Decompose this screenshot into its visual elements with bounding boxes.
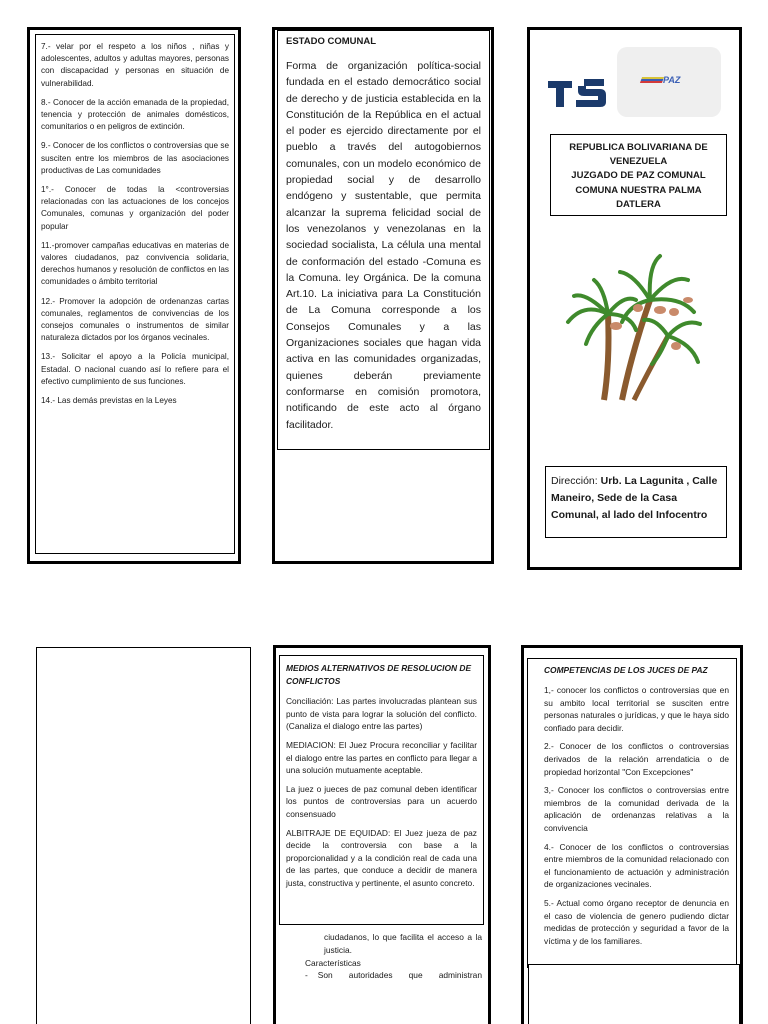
list-item: 14.- Las demás previstas en la Leyes: [41, 396, 177, 406]
panel-medios-alternativos: [273, 645, 491, 1024]
competencias-paragraph: 2.- Conocer de los conflictos o controversias derivados de la relación arrendaticia o de propiedad horizontal "Con Excepciones": [544, 741, 729, 777]
overflow-line: Características: [305, 957, 361, 968]
cover-title-line: COMUNA NUESTRA PALMA: [575, 184, 702, 196]
tsj-logo-icon: [548, 75, 612, 111]
panel-competencias: [521, 645, 743, 1024]
medios-paragraph: ALBITRAJE DE EQUIDAD: El Juez jueza de paz decide la controversia con base a la proporcionalidad y a la condición real de cada una de las partes, que conduce a decidir de manera justa, constructiva y pertinente, el asunto concreto.: [286, 827, 477, 888]
estado-comunal-box: [277, 30, 490, 450]
competencias-paragraph: 5.- Actual como órgano receptor de denuncia en el caso de violencia de genero pudiendo dictar medidas de protección y seguridad a favor de la víctima y de los familiares.: [544, 897, 729, 946]
competencias-paragraph: 4.- Conocer de los conflictos o controversias entre miembros de la comunidad relacionado con el funcionamiento de actuación y administración de organizaciones vecinales.: [544, 841, 729, 890]
address-label: Dirección:: [551, 475, 601, 487]
cover-title-line: DATLERA: [616, 198, 661, 210]
cover-title-line: VENEZUELA: [609, 156, 668, 168]
palm-trees-icon: [564, 252, 704, 402]
competencias-title: COMPETENCIAS DE LOS JUCES DE PAZ: [544, 665, 708, 675]
panel-cover: [527, 27, 742, 570]
overflow-dash: -: [305, 970, 308, 981]
panel-empty: [36, 647, 251, 1024]
medios-paragraph: Conciliación: Las partes involucradas plantean sus punto de vista para lograr la solución del conflicto. (Canaliza el dialogo entre las partes): [286, 696, 477, 732]
overflow-line: [302, 969, 482, 982]
overflow-text: [302, 931, 482, 982]
competencias-paragraph: 3,- Conocer los conflictos o controversias entre miembros de la comunidad derivada de la aplicación de ordenanzas relativas a la convivencia: [544, 785, 729, 833]
list-item: 12.- Promover la adopción de ordenanzas cartas comunales, reglamentos de convivencias de los consejos comunales o instrumentos de similar naturaleza dictados por los órganos vecinales.: [41, 296, 229, 343]
medios-alternativos-title: MEDIOS ALTERNATIVOS DE RESOLUCION DE CONFLICTOS: [286, 663, 472, 686]
list-item: 9.- Conocer de los conflictos o controversias que se susciten entre los miembros de las asociaciones productivas de Las comunidades: [41, 141, 229, 175]
cover-title-box: [550, 134, 727, 216]
paz-logo: [617, 47, 721, 117]
estado-comunal-title: ESTADO COMUNAL: [286, 36, 377, 47]
competencias-box: [527, 658, 737, 968]
paz-logo-text: PAZ: [663, 75, 681, 85]
estado-comunal-body: Forma de organización política-social fundada en el estado democrático social de derecho y de justicia establecida en la Constitución de la República en el actual el poder es ejercido directamente por el pueblo a través del autogobiernos comunales, con un modelo económico de propiedad social y de desarrollo endógeno y sustentable, que permita alcanzar la suprema felicidad social de los venezolanos y venezolanas en la sociedad socialista, La célula una mental de conformación del estado -Comuna es la Comuna. ley Orgánica. De la comuna Art.10. La iniciativa para La Constitución de La Comuna corresponde a los Consejos Comunales y a las Organizaciones sociales que hagan vida activa en las comunidades organizadas, quienes deberán previamente conformarse en comisión promotora, notificando de este acto al órgano facilitador.: [286, 60, 481, 431]
panel-competencias-continued: [27, 27, 241, 564]
cover-title-line: REPUBLICA BOLIVARIANA DE: [569, 142, 708, 153]
list-item: 11.-promover campañas educativas en materias de valores ciudadanos, paz convivencia solidaria, derechos humanos y resolución de conflictos en las comunidades o ámbito territorial: [41, 240, 229, 287]
panel-estado-comunal: [272, 27, 494, 564]
cover-title-line: JUZGADO DE PAZ COMUNAL: [571, 170, 706, 182]
panel-competencias-continued-box: [35, 34, 235, 554]
overflow-line-text: Son autoridades que administran: [317, 970, 482, 981]
address-value: Urb. La Lagunita , Calle Maneiro, Sede de la Casa Comunal, al lado del Infocentro: [551, 475, 718, 521]
medios-paragraph: La juez o jueces de paz comunal deben identificar los puntos de controversias para un acuerdo consensuado: [286, 783, 477, 819]
list-item: 8.- Conocer de la acción emanada de la propiedad, tenencia y protección de animales domésticos, comunitarios o en peligros de extinción.: [41, 97, 229, 132]
partial-icons: [306, 1020, 456, 1024]
medios-paragraph: MEDIACION: El Juez Procura reconciliar y facilitar el dialogo entre las partes en conflicto para llegar a una solución mutuamente aceptable.: [286, 739, 477, 776]
list-item: 13.- Solicitar el apoyo a la Policía municipal, Estadal. O nacional cuando así lo refiere para el efectivo cumplimiento de sus funciones.: [41, 352, 229, 386]
empty-box: [528, 964, 740, 1024]
address-box: [545, 466, 727, 538]
venezuela-flag-icon: [640, 77, 664, 83]
list-item: 1°.- Conocer de todas la <controversias relacionadas con las actuaciones de los concejos Comunales, comunas y organización del poder popular: [41, 185, 229, 231]
overflow-line: ciudadanos, lo que facilita el acceso a la justicia.: [324, 932, 482, 955]
list-item: 7.- velar por el respeto a los niños , niñas y adolescentes, adultos y adultas mayores, personas con discapacidad y personas en situación de vulnerabilidad.: [41, 42, 229, 88]
medios-alternativos-box: [279, 655, 484, 925]
competencias-paragraph: 1,- conocer los conflictos o controversias que en su ambito local territorial se susciten entre personas naturales o jurídicas, y que le haya sido confiado para decidir.: [544, 685, 729, 733]
